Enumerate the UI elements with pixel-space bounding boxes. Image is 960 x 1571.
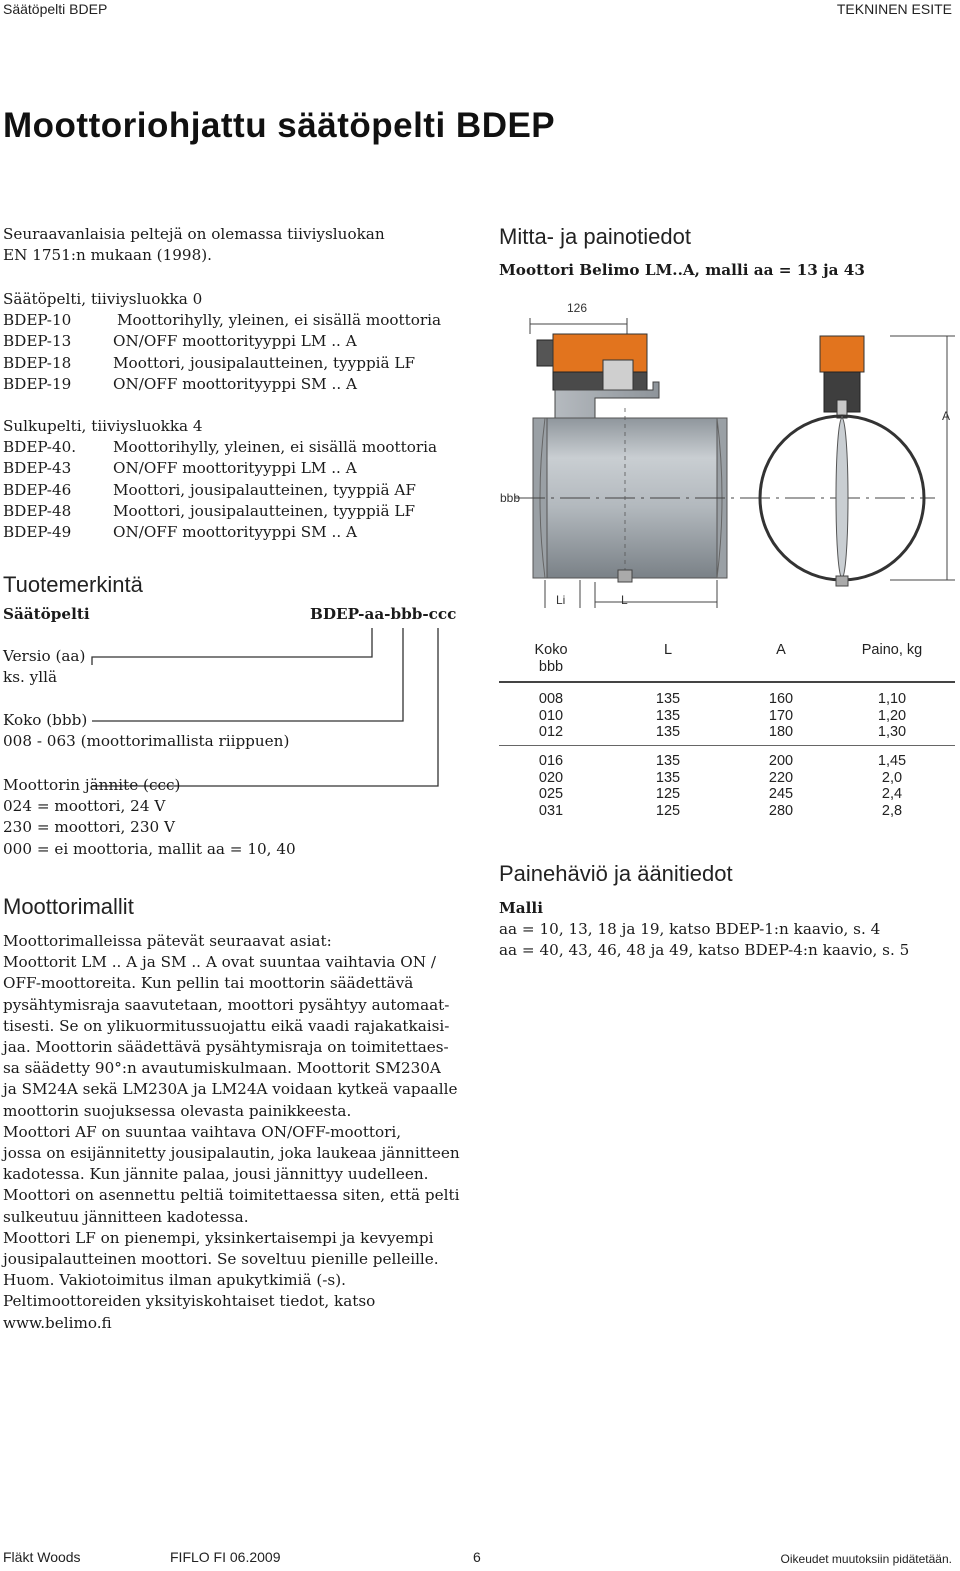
footer-doc: FIFLO FI 06.2009	[170, 1549, 281, 1565]
col-header-koko: Koko	[534, 642, 568, 658]
cell-weight: 1,10	[877, 691, 907, 708]
text-line: jossa on esijännitetty jousipalautin, joka laukeaa jännitteen	[3, 1144, 460, 1163]
col-header-weight: Paino, kg	[861, 642, 923, 658]
version-label: Versio (aa)	[3, 647, 86, 665]
text-line: Moottori LF on pienempi, yksinkertaisempi ja kevyempi	[3, 1228, 434, 1247]
marking-size	[3, 710, 289, 752]
cell-l: 135	[655, 724, 681, 741]
intro-line: EN 1751:n mukaan (1998).	[3, 246, 213, 265]
item-desc: ON/OFF moottorityyppi SM .. A	[113, 523, 357, 542]
cell-weight: 1,30	[877, 724, 907, 741]
table-row	[499, 770, 955, 787]
table-row	[499, 708, 955, 725]
marking-version	[3, 646, 85, 688]
text-line: sa säädetty 90°:n avautumiskulmaan. Moottorit SM230A	[3, 1059, 441, 1078]
pressure-text	[499, 898, 959, 962]
intro-line: Seuraavanlaisia peltejä on olemassa tiiviysluokan	[3, 225, 385, 243]
cell-a: 245	[768, 786, 794, 803]
list-item	[3, 374, 473, 395]
text-line: Peltimoottoreiden yksityiskohtaiset tiedot, katso	[3, 1292, 376, 1311]
item-code: BDEP-19	[3, 374, 72, 393]
cell-a: 160	[768, 691, 794, 708]
col-header-bbb: bbb	[538, 658, 564, 675]
item-desc: ON/OFF moottorityyppi LM .. A	[113, 459, 357, 478]
text-line: OFF-moottoreita. Kun pellin tai moottorin säädettävä	[3, 974, 414, 993]
col-header-a: A	[776, 642, 786, 658]
item-code: BDEP-13	[3, 332, 72, 351]
size-label: Koko (bbb)	[3, 711, 88, 729]
text-line: moottorin suojuksessa olevasta painikkeesta.	[3, 1101, 352, 1120]
text-line: sulkeutuu jännitteen kadotessa.	[3, 1207, 249, 1226]
item-desc: ON/OFF moottorityyppi LM .. A	[113, 332, 357, 351]
class4-section	[3, 416, 473, 543]
marking-heading: Tuotemerkintä	[3, 572, 143, 597]
cell-weight: 2,0	[881, 769, 903, 786]
header-left: Säätöpelti BDEP	[3, 1, 108, 17]
connector-voltage	[92, 628, 438, 786]
cell-size: 031	[538, 802, 564, 819]
list-item	[3, 331, 473, 352]
dim-126-label: 126	[567, 301, 588, 315]
table-row	[499, 724, 955, 741]
list-item	[3, 480, 473, 501]
cell-weight: 1,45	[877, 752, 907, 769]
text-line: aa = 10, 13, 18 ja 19, katso BDEP-1:n kaavio, s. 4	[499, 920, 881, 939]
text-line: Moottori on asennettu peltiä toimitettaessa siten, että pelti	[3, 1186, 460, 1205]
text-line: pysähtymisraja saavutetaan, moottori pysähtyy automaat-	[3, 995, 450, 1014]
text-line: Moottorit LM .. A ja SM .. A ovat suuntaa vaihtavia ON /	[3, 953, 436, 972]
damper-drawing	[495, 290, 960, 620]
cell-l: 135	[655, 707, 681, 724]
text-line: kadotessa. Kun jännite palaa, jousi jännittyy uudelleen.	[3, 1165, 429, 1184]
motors-text	[3, 931, 473, 1334]
table-header-row	[499, 642, 955, 675]
cell-size: 010	[538, 707, 564, 724]
table-row	[499, 753, 955, 770]
pressure-heading: Painehäviö ja äänitiedot	[499, 861, 733, 886]
item-code: BDEP-48	[3, 501, 72, 520]
pressure-label: Malli	[499, 899, 543, 917]
col-header-l: L	[663, 642, 673, 658]
version-note: ks. yllä	[3, 668, 58, 687]
cell-l: 135	[655, 752, 681, 769]
cell-a: 280	[768, 802, 794, 819]
list-item	[3, 310, 473, 331]
marking-voltage	[3, 775, 296, 860]
list-item	[3, 353, 473, 374]
cell-l: 125	[655, 802, 681, 819]
dimensions-subheading: Moottori Belimo LM..A, malli aa = 13 ja 43	[499, 261, 865, 279]
item-desc: ON/OFF moottorityyppi SM .. A	[113, 374, 357, 393]
cell-weight: 2,8	[881, 802, 903, 819]
cell-a: 180	[768, 724, 794, 741]
text-line: Moottori AF on suuntaa vaihtava ON/OFF-moottori,	[3, 1122, 402, 1141]
class4-heading: Sulkupelti, tiiviysluokka 4	[3, 417, 203, 435]
text-line: tisesti. Se on ylikuormitussuojattu eikä vaadi rajakatkaisi-	[3, 1016, 450, 1035]
voltage-option: 230 = moottori, 230 V	[3, 818, 175, 837]
cell-a: 200	[768, 752, 794, 769]
list-item	[3, 437, 473, 458]
item-desc: Moottori, jousipalautteinen, tyyppiä LF	[113, 501, 416, 520]
cell-l: 125	[655, 786, 681, 803]
cell-size: 008	[538, 691, 564, 708]
dimensions-table	[499, 642, 955, 819]
dim-bbb-label: bbb	[500, 491, 521, 505]
text-line: ja SM24A sekä LM230A ja LM24A voidaan kytkeä vapaalle	[3, 1080, 458, 1099]
item-desc: Moottorihylly, yleinen, ei sisällä moottoria	[117, 311, 442, 330]
text-line: Moottorimalleissa pätevät seuraavat asiat:	[3, 932, 332, 950]
list-item	[3, 522, 473, 543]
text-line: www.belimo.fi	[3, 1313, 112, 1332]
table-row	[499, 786, 955, 803]
page-title: Moottoriohjattu säätöpelti BDEP	[3, 106, 556, 145]
item-code: BDEP-43	[3, 459, 72, 478]
item-code: BDEP-40.	[3, 438, 77, 457]
table-row	[499, 691, 955, 708]
voltage-option: 024 = moottori, 24 V	[3, 797, 166, 816]
text-line: Huom. Vakiotoimitus ilman apukytkimiä (-s).	[3, 1271, 346, 1290]
cell-a: 170	[768, 707, 794, 724]
cell-l: 135	[655, 769, 681, 786]
cell-size: 025	[538, 786, 564, 803]
footer-rights: Oikeudet muutoksiin pidätetään.	[780, 1552, 952, 1566]
text-line: jaa. Moottorin säädettävä pysähtymisraja on toimitettaes-	[3, 1038, 449, 1057]
voltage-option: 000 = ei moottoria, mallit aa = 10, 40	[3, 839, 296, 858]
dim-l-label: L	[621, 593, 628, 607]
cell-size: 020	[538, 769, 564, 786]
text-line: aa = 40, 43, 46, 48 ja 49, katso BDEP-4:n kaavio, s. 5	[499, 941, 910, 960]
list-item	[3, 501, 473, 522]
dim-a-label: A	[942, 409, 951, 423]
cell-size: 016	[538, 752, 564, 769]
item-desc: Moottori, jousipalautteinen, tyyppiä AF	[113, 480, 416, 499]
class0-section	[3, 289, 473, 395]
dimensions-heading: Mitta- ja painotiedot	[499, 224, 691, 249]
table-row	[499, 803, 955, 820]
header-right: TEKNINEN ESITE	[836, 1, 952, 17]
item-desc: Moottori, jousipalautteinen, tyyppiä LF	[113, 353, 416, 372]
cell-a: 220	[768, 769, 794, 786]
intro-text	[3, 224, 473, 266]
item-desc: Moottorihylly, yleinen, ei sisällä moottoria	[113, 438, 438, 457]
item-code: BDEP-10	[3, 311, 72, 330]
motors-heading: Moottorimallit	[3, 894, 134, 919]
connector-size	[92, 628, 403, 721]
cell-weight: 1,20	[877, 707, 907, 724]
item-code: BDEP-46	[3, 480, 72, 499]
marking-code: BDEP-aa-bbb-ccc	[310, 605, 457, 623]
cell-l: 135	[655, 691, 681, 708]
class0-heading: Säätöpelti, tiiviysluokka 0	[3, 290, 203, 308]
dim-li-label: Li	[556, 593, 566, 607]
footer-page: 6	[473, 1549, 481, 1565]
cell-weight: 2,4	[881, 786, 903, 803]
footer-company: Fläkt Woods	[3, 1549, 81, 1565]
cell-size: 012	[538, 724, 564, 741]
item-code: BDEP-49	[3, 523, 72, 542]
marking-label: Säätöpelti	[3, 605, 90, 623]
list-item	[3, 458, 473, 479]
text-line: jousipalautteinen moottori. Se soveltuu pienille pelleille.	[3, 1250, 439, 1269]
item-code: BDEP-18	[3, 353, 72, 372]
voltage-label: Moottorin jännite (ccc)	[3, 776, 181, 794]
size-note: 008 - 063 (moottorimallista riippuen)	[3, 732, 290, 751]
connector-version	[92, 628, 372, 665]
